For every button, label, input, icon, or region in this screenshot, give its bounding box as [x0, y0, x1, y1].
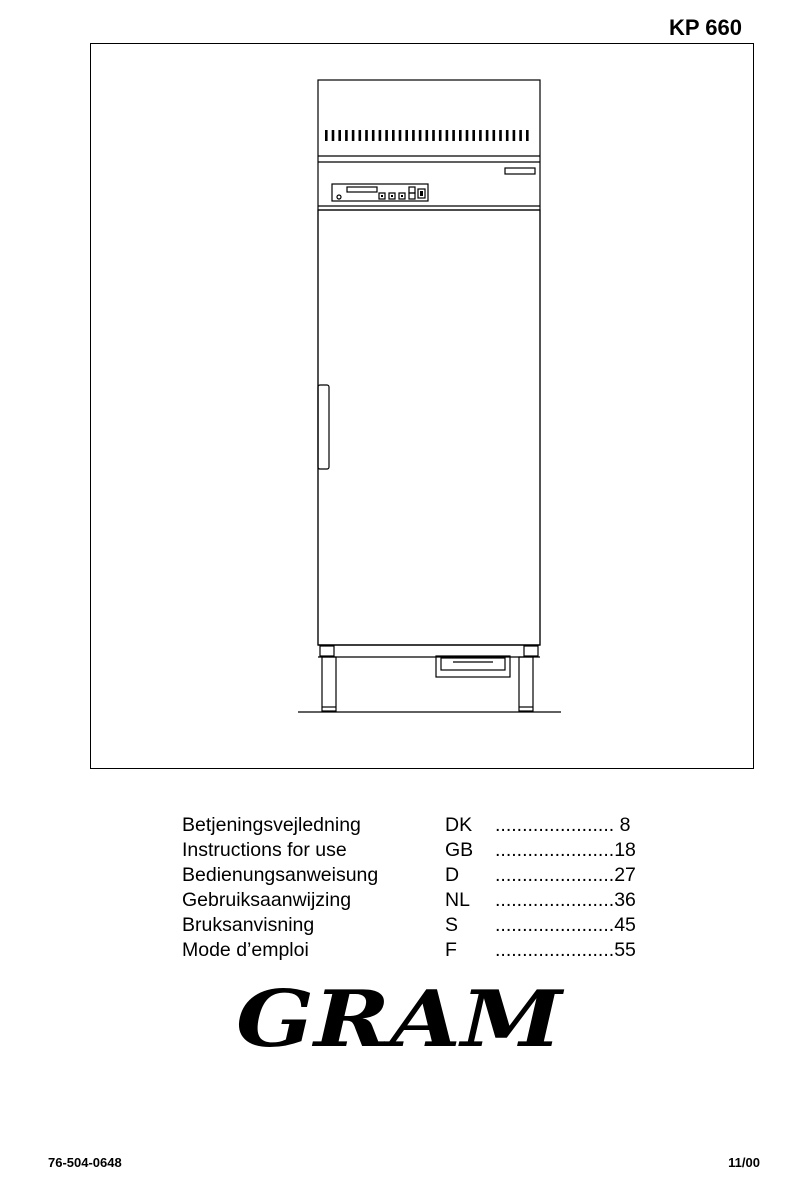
list-item	[182, 938, 655, 963]
vent-slot	[426, 130, 429, 141]
vent-slot	[379, 130, 382, 141]
list-item	[182, 838, 655, 863]
list-item	[182, 813, 655, 838]
vent-slot	[506, 130, 509, 141]
vent-slot	[399, 130, 402, 141]
language-title: Betjeningsvejledning	[182, 814, 361, 836]
page-reference: ......................36	[495, 889, 636, 911]
language-title: Mode d’emploi	[182, 939, 309, 961]
vent-slot	[405, 130, 408, 141]
list-item	[182, 888, 655, 913]
list-item	[182, 863, 655, 888]
vent-slot	[472, 130, 475, 141]
vent-slot	[486, 130, 489, 141]
vent-slot	[439, 130, 442, 141]
vent-slot	[519, 130, 522, 141]
document-number: 76-504-0648	[48, 1155, 122, 1170]
vent-slot	[412, 130, 415, 141]
language-code: DK	[445, 814, 473, 836]
vent-slot	[446, 130, 449, 141]
vent-slot	[392, 130, 395, 141]
illustration-frame	[90, 43, 754, 769]
vent-slot	[432, 130, 435, 141]
language-code: D	[445, 864, 460, 886]
vent-slot	[513, 130, 516, 141]
page-reference: ......................27	[495, 864, 636, 886]
language-code: GB	[445, 839, 474, 861]
vent-slot	[459, 130, 462, 141]
vent-slot	[526, 130, 529, 141]
vent-slot	[385, 130, 388, 141]
vent-slot	[452, 130, 455, 141]
page-reference: ......................45	[495, 914, 636, 936]
language-title: Gebruiksaanwijzing	[182, 889, 352, 911]
vent-slot	[338, 130, 341, 141]
model-title: KP 660	[669, 15, 742, 40]
vent-slot	[466, 130, 469, 141]
language-title: Instructions for use	[182, 839, 347, 861]
page-reference: ......................55	[495, 939, 636, 961]
language-title: Bedienungsanweisung	[182, 864, 379, 886]
language-title: Bruksanvisning	[182, 914, 315, 936]
vent-slot	[345, 130, 348, 141]
document-date: 11/00	[728, 1155, 760, 1170]
list-item	[182, 913, 655, 938]
language-code: S	[445, 914, 459, 936]
logo-text: GRAM	[236, 978, 566, 1060]
contents-list	[182, 813, 655, 963]
vent-slot	[479, 130, 482, 141]
vent-slot	[359, 130, 362, 141]
refrigerator-illustration	[91, 44, 755, 770]
vent-slot	[352, 130, 355, 141]
vent-slot	[499, 130, 502, 141]
language-code: F	[445, 939, 457, 961]
vent-slot	[493, 130, 496, 141]
gram-logo	[236, 978, 568, 1060]
vent-slot	[365, 130, 368, 141]
vent-slot	[372, 130, 375, 141]
language-code: NL	[445, 889, 470, 911]
page-reference: ...................... 8	[495, 814, 631, 836]
page-reference: ......................18	[495, 839, 636, 861]
vent-slot	[419, 130, 422, 141]
vent-slot	[325, 130, 328, 141]
vent-slot	[332, 130, 335, 141]
